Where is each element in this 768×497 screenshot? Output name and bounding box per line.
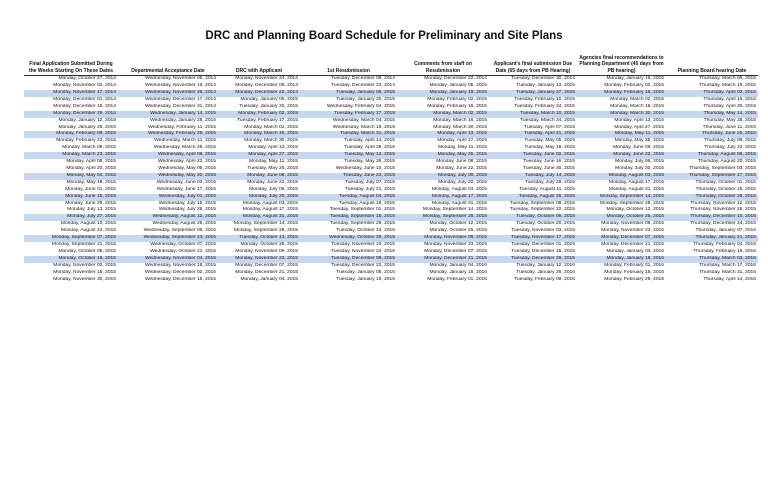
table-cell: Monday, May 11, 2015 <box>437 145 487 151</box>
table-row <box>24 152 758 159</box>
table-cell: Monday, August 03, 2015 <box>431 186 487 192</box>
table-cell: Thursday, May 14, 2015 <box>666 111 758 118</box>
table-cell: Thursday, December 24, 2015 <box>690 221 756 227</box>
table-row <box>24 159 758 166</box>
table-cell: Monday, November 17, 2014 <box>24 90 118 97</box>
table-cell: Thursday, October 01, 2015 <box>695 179 756 185</box>
table-cell: Monday, October 26, 2015 <box>429 228 487 234</box>
table-cell: Monday, May 25, 2015 <box>397 152 489 159</box>
table-cell: Monday, September 07, 2015 <box>24 235 118 242</box>
table-row <box>24 256 758 263</box>
table-cell: Monday, April 13, 2015 <box>397 131 489 138</box>
table-row <box>24 118 758 125</box>
table-cell: Thursday, October 15, 2015 <box>695 186 756 192</box>
table-cell: Wednesday, March 25, 2015 <box>153 145 216 151</box>
table-cell: Tuesday, October 06, 2015 <box>489 214 577 221</box>
table-row <box>24 235 758 242</box>
table-cell: Wednesday, December 17, 2014 <box>144 96 216 102</box>
table-cell: Monday, May 11, 2015 <box>577 131 666 138</box>
table-cell: Tuesday, January 27, 2015 <box>489 90 577 97</box>
table-cell: Thursday, February 04, 2016 <box>693 241 756 247</box>
table-cell: Tuesday, December 29, 2015 <box>489 256 577 263</box>
table-cell: Thursday, March 05, 2015 <box>699 76 756 82</box>
table-cell: Monday, January 19, 2015 <box>397 90 489 97</box>
table-cell: Wednesday, April 08, 2015 <box>118 152 218 159</box>
table-cell: Tuesday, May 19, 2015 <box>524 145 575 151</box>
table-cell: Monday, January 04, 2016 <box>240 276 298 282</box>
table-cell: Monday, October 26, 2015 <box>577 214 666 221</box>
table-row <box>24 228 758 235</box>
table-cell: Tuesday, May 05, 2015 <box>524 138 575 144</box>
table-cell: Monday, February 29, 2016 <box>604 276 664 282</box>
table-cell: Wednesday, July 29, 2015 <box>158 207 216 213</box>
table-cell: Tuesday, May 26, 2015 <box>247 166 298 171</box>
table-cell: Thursday, October 29, 2015 <box>666 194 758 201</box>
table-cell: Tuesday, July 28, 2015 <box>524 179 575 185</box>
table-cell: Wednesday, January 14, 2015 <box>118 111 218 118</box>
table-cell: Monday, November 16, 2015 <box>53 269 116 275</box>
table-cell: Monday, June 08, 2015 <box>218 173 300 180</box>
table-cell: Monday, February 09, 2015 <box>24 131 118 138</box>
table-cell: Wednesday, November 05, 2014 <box>144 76 216 82</box>
table-cell: Tuesday, August 04, 2015 <box>300 194 397 201</box>
table-cell: Tuesday, December 30, 2014 <box>511 76 575 82</box>
table-cell: Tuesday, February 17, 2015 <box>237 117 298 123</box>
table-cell: Monday, February 01, 2016 <box>604 262 664 268</box>
table-row <box>24 104 758 111</box>
table-cell: Tuesday, January 19, 2016 <box>336 276 395 282</box>
table-cell: Monday, April 20, 2015 <box>66 166 116 171</box>
table-cell: Tuesday, December 08, 2015 <box>300 256 397 263</box>
table-cell: Monday, April 06, 2015 <box>66 159 116 165</box>
table-cell: Tuesday, August 18, 2015 <box>338 200 395 206</box>
table-row <box>24 180 758 187</box>
table-cell: Thursday, December 10, 2015 <box>666 214 758 221</box>
table-cell: Monday, June 08, 2015 <box>436 159 487 165</box>
table-row <box>24 277 758 284</box>
table-cell: Wednesday, September 23, 2015 <box>118 235 218 242</box>
table-cell: Monday, February 02, 2015 <box>218 111 300 118</box>
table-cell: Tuesday, November 17, 2015 <box>489 235 577 242</box>
table-row <box>24 131 758 138</box>
table-cell: Monday, January 12, 2015 <box>58 117 116 123</box>
table-cell: Thursday, April 30, 2015 <box>703 103 756 109</box>
table-cell: Tuesday, September 15, 2015 <box>300 214 397 221</box>
table-cell: Monday, January 18, 2016 <box>577 256 666 263</box>
table-cell: Monday, February 01, 2016 <box>427 276 487 282</box>
table-cell: Wednesday, August 12, 2015 <box>118 214 218 221</box>
table-cell: Monday, October 12, 2015 <box>606 207 664 213</box>
table-cell: Wednesday, March 18, 2015 <box>332 124 395 130</box>
table-cell: Monday, March 02, 2015 <box>610 96 664 102</box>
table-cell: Tuesday, November 10, 2015 <box>331 241 395 247</box>
table-row <box>24 201 758 208</box>
table-cell: Monday, July 06, 2015 <box>615 159 664 165</box>
table-cell: Monday, October 05, 2015 <box>58 248 116 254</box>
table-cell: Monday, May 18, 2015 <box>66 179 116 185</box>
table-cell: Thursday, April 02, 2015 <box>666 90 758 97</box>
column-header-final-submission-due: Applicant's final submission Due Date (65 days from PB Hearing) <box>489 55 577 76</box>
table-cell: Monday, October 12, 2015 <box>429 221 487 227</box>
table-cell: Tuesday, September 29, 2015 <box>329 221 395 227</box>
table-cell: Wednesday, November 18, 2015 <box>144 262 216 268</box>
table-cell: Monday, April 27, 2015 <box>614 124 664 130</box>
table-cell: Monday, January 04, 2016 <box>429 262 487 268</box>
table-cell: Wednesday, March 11, 2015 <box>154 138 216 144</box>
table-cell: Thursday, April 14, 2016 <box>703 276 756 282</box>
table-cell: Wednesday, December 31, 2014 <box>144 103 216 109</box>
table-cell: Tuesday, April 21, 2015 <box>489 131 577 138</box>
table-cell: Thursday, March 03, 2016 <box>666 256 758 263</box>
table-row <box>24 145 758 152</box>
table-cell: Tuesday, January 20, 2015 <box>239 103 298 109</box>
table-cell: Wednesday, January 28, 2015 <box>150 117 216 123</box>
table-cell: Monday, June 29, 2015 <box>65 200 116 206</box>
column-header-agencies-recommendations: Agencies final recommendations to Planning Department (45 days from PB hearing) <box>577 55 666 76</box>
table-cell: Monday, August 24, 2015 <box>60 228 116 234</box>
table-cell: Tuesday, May 26, 2015 <box>344 159 395 165</box>
table-cell: Tuesday, October 13, 2015 <box>336 228 395 234</box>
table-cell: Monday, December 29, 2014 <box>24 111 118 118</box>
table-row <box>24 187 758 194</box>
table-cell: Monday, December 21, 2015 <box>601 241 664 247</box>
table-cell: Monday, February 02, 2015 <box>427 96 487 102</box>
table-cell: Monday, November 30, 2015 <box>53 276 116 282</box>
table-cell: Monday, October 19, 2015 <box>24 256 118 263</box>
table-cell: Monday, December 07, 2015 <box>577 235 666 242</box>
table-cell: Wednesday, February 04, 2015 <box>326 103 395 109</box>
table-cell: Wednesday, October 07, 2015 <box>150 241 216 247</box>
table-cell: Wednesday, June 10, 2015 <box>335 166 395 171</box>
table-cell: Thursday, June 11, 2015 <box>702 124 756 130</box>
table-cell: Wednesday, November 19, 2014 <box>144 83 216 89</box>
table-cell: Monday, March 16, 2015 <box>218 131 300 138</box>
table-cell: Tuesday, August 11, 2015 <box>519 186 575 192</box>
table-cell: Monday, December 21, 2015 <box>235 269 298 275</box>
table-cell: Thursday, February 18, 2016 <box>693 248 756 254</box>
table-cell: Monday, June 01, 2015 <box>65 186 116 192</box>
table-cell: Wednesday, July 01, 2015 <box>118 194 218 201</box>
table-cell: Monday, February 16, 2015 <box>427 103 487 109</box>
table-cell: Monday, April 27, 2015 <box>218 152 300 159</box>
table-cell: Monday, September 28, 2015 <box>397 214 489 221</box>
table-cell: Thursday, July 09, 2015 <box>704 138 756 144</box>
schedule-table-body <box>24 76 758 284</box>
table-cell: Monday, November 09, 2015 <box>397 235 489 242</box>
table-cell: Monday, November 02, 2015 <box>53 262 116 268</box>
column-header-staff-comments: Comments from staff on Resubmission <box>397 55 489 76</box>
table-cell: Tuesday, February 09, 2016 <box>514 276 575 282</box>
column-header-first-resubmission: 1st Resubmission <box>300 55 397 76</box>
table-row <box>24 173 758 180</box>
table-cell: Tuesday, June 16, 2015 <box>523 159 575 165</box>
table-cell: Wednesday, February 25, 2015 <box>118 131 218 138</box>
table-cell: Tuesday, September 22, 2015 <box>509 207 575 213</box>
table-cell: Monday, December 08, 2014 <box>235 83 298 89</box>
table-cell: Monday, June 08, 2015 <box>613 145 664 151</box>
table-row <box>24 76 758 83</box>
table-row <box>24 83 758 90</box>
table-cell: Monday, November 23, 2015 <box>601 228 664 234</box>
table-row <box>24 194 758 201</box>
table-cell: Tuesday, November 03, 2015 <box>511 228 575 234</box>
table-cell: Monday, November 09, 2015 <box>235 248 298 254</box>
table-cell: Monday, January 18, 2016 <box>429 269 487 275</box>
table-cell: Wednesday, April 22, 2015 <box>157 159 216 165</box>
table-row <box>24 111 758 118</box>
table-cell: Tuesday, March 31, 2015 <box>300 131 397 138</box>
column-header-final-application: Final Application Submitted During the Weeks Starting On These Dates <box>24 55 118 76</box>
table-cell: Monday, July 20, 2015 <box>218 194 300 201</box>
table-cell: Monday, April 13, 2015 <box>248 145 298 151</box>
table-cell: Wednesday, June 17, 2015 <box>156 186 216 192</box>
table-cell: Monday, September 14, 2015 <box>233 221 298 227</box>
table-cell: Monday, January 04, 2016 <box>606 248 664 254</box>
table-cell: Monday, January 26, 2015 <box>58 124 116 130</box>
table-cell: Monday, March 02, 2015 <box>397 111 489 118</box>
table-cell: Monday, July 20, 2015 <box>438 179 487 185</box>
table-cell: Monday, September 14, 2015 <box>422 207 487 213</box>
table-cell: Thursday, November 12, 2015 <box>690 200 756 206</box>
table-cell: Monday, August 17, 2015 <box>397 194 489 201</box>
table-cell: Monday, July 13, 2015 <box>67 207 116 213</box>
table-cell: Tuesday, March 10, 2015 <box>489 111 577 118</box>
table-cell: Monday, March 30, 2015 <box>433 124 487 130</box>
table-cell: Monday, September 14, 2015 <box>577 194 666 201</box>
table-cell: Monday, April 27, 2015 <box>437 138 487 144</box>
table-cell: Monday, July 20, 2015 <box>615 166 664 171</box>
table-cell: Tuesday, August 25, 2015 <box>489 194 577 201</box>
table-cell: Tuesday, January 06, 2015 <box>300 90 397 97</box>
table-cell: Thursday, August 20, 2015 <box>697 159 756 165</box>
table-cell: Tuesday, February 10, 2015 <box>514 96 575 102</box>
table-row <box>24 242 758 249</box>
table-row <box>24 138 758 145</box>
table-cell: Monday, December 07, 2015 <box>235 262 298 268</box>
table-cell: Monday, September 28, 2015 <box>599 200 664 206</box>
table-cell: Thursday, January 07, 2016 <box>695 228 756 234</box>
table-cell: Tuesday, April 28, 2015 <box>344 145 395 151</box>
table-cell: Monday, December 21, 2015 <box>397 256 489 263</box>
table-cell: Monday, August 31, 2015 <box>608 186 664 192</box>
table-cell: Monday, December 22, 2014 <box>218 90 300 97</box>
table-row <box>24 125 758 132</box>
column-header-drc-with-applicant: DRC with Applicant <box>218 55 300 76</box>
table-cell: Monday, June 22, 2015 <box>436 166 487 171</box>
table-cell: Wednesday, May 06, 2015 <box>158 166 216 171</box>
table-cell: Monday, April 13, 2015 <box>614 117 664 123</box>
table-cell: Wednesday, February 11, 2015 <box>148 124 216 130</box>
table-cell: Tuesday, July 07, 2015 <box>344 179 395 185</box>
table-row <box>24 214 758 221</box>
table-cell: Monday, November 09, 2015 <box>601 221 664 227</box>
table-cell: Tuesday, October 13, 2015 <box>218 235 300 242</box>
table-cell: Tuesday, September 08, 2015 <box>509 200 575 206</box>
table-cell: Wednesday, November 26, 2014 <box>118 90 218 97</box>
table-cell: Wednesday, October 28, 2015 <box>300 235 397 242</box>
table-cell: Tuesday, February 24, 2015 <box>514 103 575 109</box>
table-row <box>24 263 758 270</box>
table-cell: Wednesday, December 16, 2015 <box>144 276 216 282</box>
table-cell: Monday, June 22, 2015 <box>247 179 298 185</box>
table-cell: Wednesday, August 26, 2015 <box>152 221 216 227</box>
table-cell: Monday, June 15, 2015 <box>24 194 118 201</box>
table-cell: Monday, January 05, 2015 <box>429 83 487 89</box>
table-cell: Thursday, January 21, 2016 <box>666 235 758 242</box>
table-cell: Monday, October 27, 2014 <box>58 76 116 82</box>
table-cell: Wednesday, November 04, 2015 <box>118 256 218 263</box>
table-cell: Wednesday, December 02, 2015 <box>144 269 216 275</box>
table-cell: Monday, December 07, 2015 <box>424 248 487 254</box>
table-cell: Monday, August 17, 2015 <box>608 179 664 185</box>
table-cell: Thursday, March 19, 2015 <box>699 83 756 89</box>
table-cell: Wednesday, June 03, 2015 <box>156 179 216 185</box>
table-row <box>24 97 758 104</box>
table-cell: Tuesday, December 15, 2015 <box>511 248 575 254</box>
table-row <box>24 90 758 97</box>
table-cell: Tuesday, January 13, 2015 <box>516 83 575 89</box>
table-cell: Tuesday, June 30, 2015 <box>523 166 575 171</box>
table-cell: Tuesday, January 05, 2016 <box>336 269 395 275</box>
table-cell: Monday, August 10, 2015 <box>60 221 116 227</box>
table-cell: Tuesday, December 22, 2015 <box>331 262 395 268</box>
table-cell: Monday, March 30, 2015 <box>244 138 298 144</box>
table-cell: Monday, November 03, 2014 <box>53 83 116 89</box>
table-cell: Monday, August 03, 2015 <box>242 200 298 206</box>
table-cell: Monday, December 22, 2014 <box>424 76 487 82</box>
table-cell: Thursday, March 17, 2016 <box>699 262 756 268</box>
table-cell: Monday, February 15, 2016 <box>604 269 664 275</box>
table-cell: Monday, March 16, 2015 <box>433 117 487 123</box>
table-cell: Tuesday, December 01, 2015 <box>511 241 575 247</box>
table-cell: Monday, May 04, 2015 <box>24 173 118 180</box>
table-cell: Thursday, September 17, 2015 <box>666 173 758 180</box>
table-cell: Tuesday, July 21, 2015 <box>344 186 395 192</box>
table-cell: Thursday, June 25, 2015 <box>666 131 758 138</box>
table-row <box>24 166 758 173</box>
table-cell: Monday, June 22, 2015 <box>577 152 666 159</box>
table-cell: Tuesday, December 09, 2014 <box>331 76 395 82</box>
table-cell: Tuesday, June 23, 2015 <box>300 173 397 180</box>
table-cell: Tuesday, January 12, 2016 <box>516 262 575 268</box>
table-cell: Monday, July 06, 2015 <box>249 186 298 192</box>
table-cell: Tuesday, February 17, 2015 <box>300 111 397 118</box>
table-cell: Monday, December 01, 2014 <box>53 96 116 102</box>
table-cell: Tuesday, April 14, 2015 <box>344 138 395 144</box>
table-cell: Monday, November 23, 2015 <box>218 256 300 263</box>
table-cell: Tuesday, November 24, 2015 <box>331 248 395 254</box>
table-cell: Monday, February 02, 2015 <box>604 83 664 89</box>
table-cell: Monday, March 16, 2015 <box>610 103 664 109</box>
table-cell: Monday, July 06, 2015 <box>397 173 489 180</box>
table-row <box>24 270 758 277</box>
table-cell: Thursday, November 26, 2015 <box>690 207 756 213</box>
table-cell: Monday, March 09, 2015 <box>62 145 116 151</box>
table-cell: Monday, November 24, 2014 <box>235 76 298 82</box>
table-cell: Monday, February 16, 2015 <box>577 90 666 97</box>
table-cell: Tuesday, October 20, 2015 <box>516 221 575 227</box>
table-cell: Wednesday, July 15, 2015 <box>158 200 216 206</box>
column-header-planning-board-hearing: Planning Board hearing Date <box>666 55 758 76</box>
table-row <box>24 249 758 256</box>
table-cell: Monday, August 03, 2015 <box>577 173 666 180</box>
table-cell: Wednesday, October 21, 2015 <box>150 248 216 254</box>
table-cell: Thursday, May 28, 2015 <box>703 117 756 123</box>
column-header-departmental-acceptance: Departmental Acceptance Date <box>118 55 218 76</box>
table-cell: Monday, November 23, 2015 <box>424 241 487 247</box>
table-cell: Monday, September 21, 2015 <box>51 241 116 247</box>
table-cell: Monday, February 23, 2015 <box>56 138 116 144</box>
table-cell: Monday, March 23, 2015 <box>24 152 118 159</box>
table-cell: Thursday, July 23, 2015 <box>704 145 756 151</box>
table-row <box>24 221 758 228</box>
table-cell: Thursday, September 03, 2015 <box>688 166 756 171</box>
table-cell: Tuesday, April 07, 2015 <box>524 124 575 130</box>
table-cell: Tuesday, March 24, 2015 <box>520 117 575 123</box>
table-cell: Tuesday, July 14, 2015 <box>489 173 577 180</box>
table-cell: Monday, March 30, 2015 <box>577 111 666 118</box>
table-row <box>24 207 758 214</box>
table-cell: Monday, December 15, 2014 <box>53 103 116 109</box>
table-cell: Wednesday, March 04, 2015 <box>332 117 395 123</box>
table-cell: Monday, August 31, 2015 <box>431 200 487 206</box>
table-cell: Monday, January 19, 2015 <box>606 76 664 82</box>
table-cell: Monday, August 31, 2015 <box>218 214 300 221</box>
page-title: DRC and Planning Board Schedule for Preliminary and Site Plans <box>205 30 563 42</box>
table-cell: Wednesday, September 09, 2015 <box>143 228 216 234</box>
table-cell: Monday, October 26, 2015 <box>240 241 298 247</box>
table-cell: Thursday, August 06, 2015 <box>666 152 758 159</box>
table-cell: Monday, May 25, 2015 <box>614 138 664 144</box>
table-cell: Tuesday, September 01, 2015 <box>329 207 395 213</box>
table-cell: Monday, September 28, 2015 <box>233 228 298 234</box>
table-cell: Monday, July 27, 2015 <box>24 214 118 221</box>
table-cell: Tuesday, January 20, 2015 <box>336 96 395 102</box>
table-cell: Monday, May 11, 2015 <box>248 159 298 165</box>
table-cell: Thursday, April 16, 2015 <box>703 96 756 102</box>
schedule-table <box>24 55 758 283</box>
table-cell: Tuesday, June 02, 2015 <box>489 152 577 159</box>
table-cell: Tuesday, December 23, 2014 <box>331 83 395 89</box>
table-cell: Monday, March 02, 2015 <box>244 124 298 130</box>
table-cell: Tuesday, January 26, 2016 <box>516 269 575 275</box>
header-row <box>24 55 758 76</box>
table-cell: Monday, August 17, 2015 <box>242 207 298 213</box>
table-cell: Monday, January 05, 2015 <box>240 96 298 102</box>
table-cell: Wednesday, May 20, 2015 <box>118 173 218 180</box>
table-cell: Tuesday, May 12, 2015 <box>300 152 397 159</box>
table-cell: Thursday, March 31, 2016 <box>699 269 756 275</box>
